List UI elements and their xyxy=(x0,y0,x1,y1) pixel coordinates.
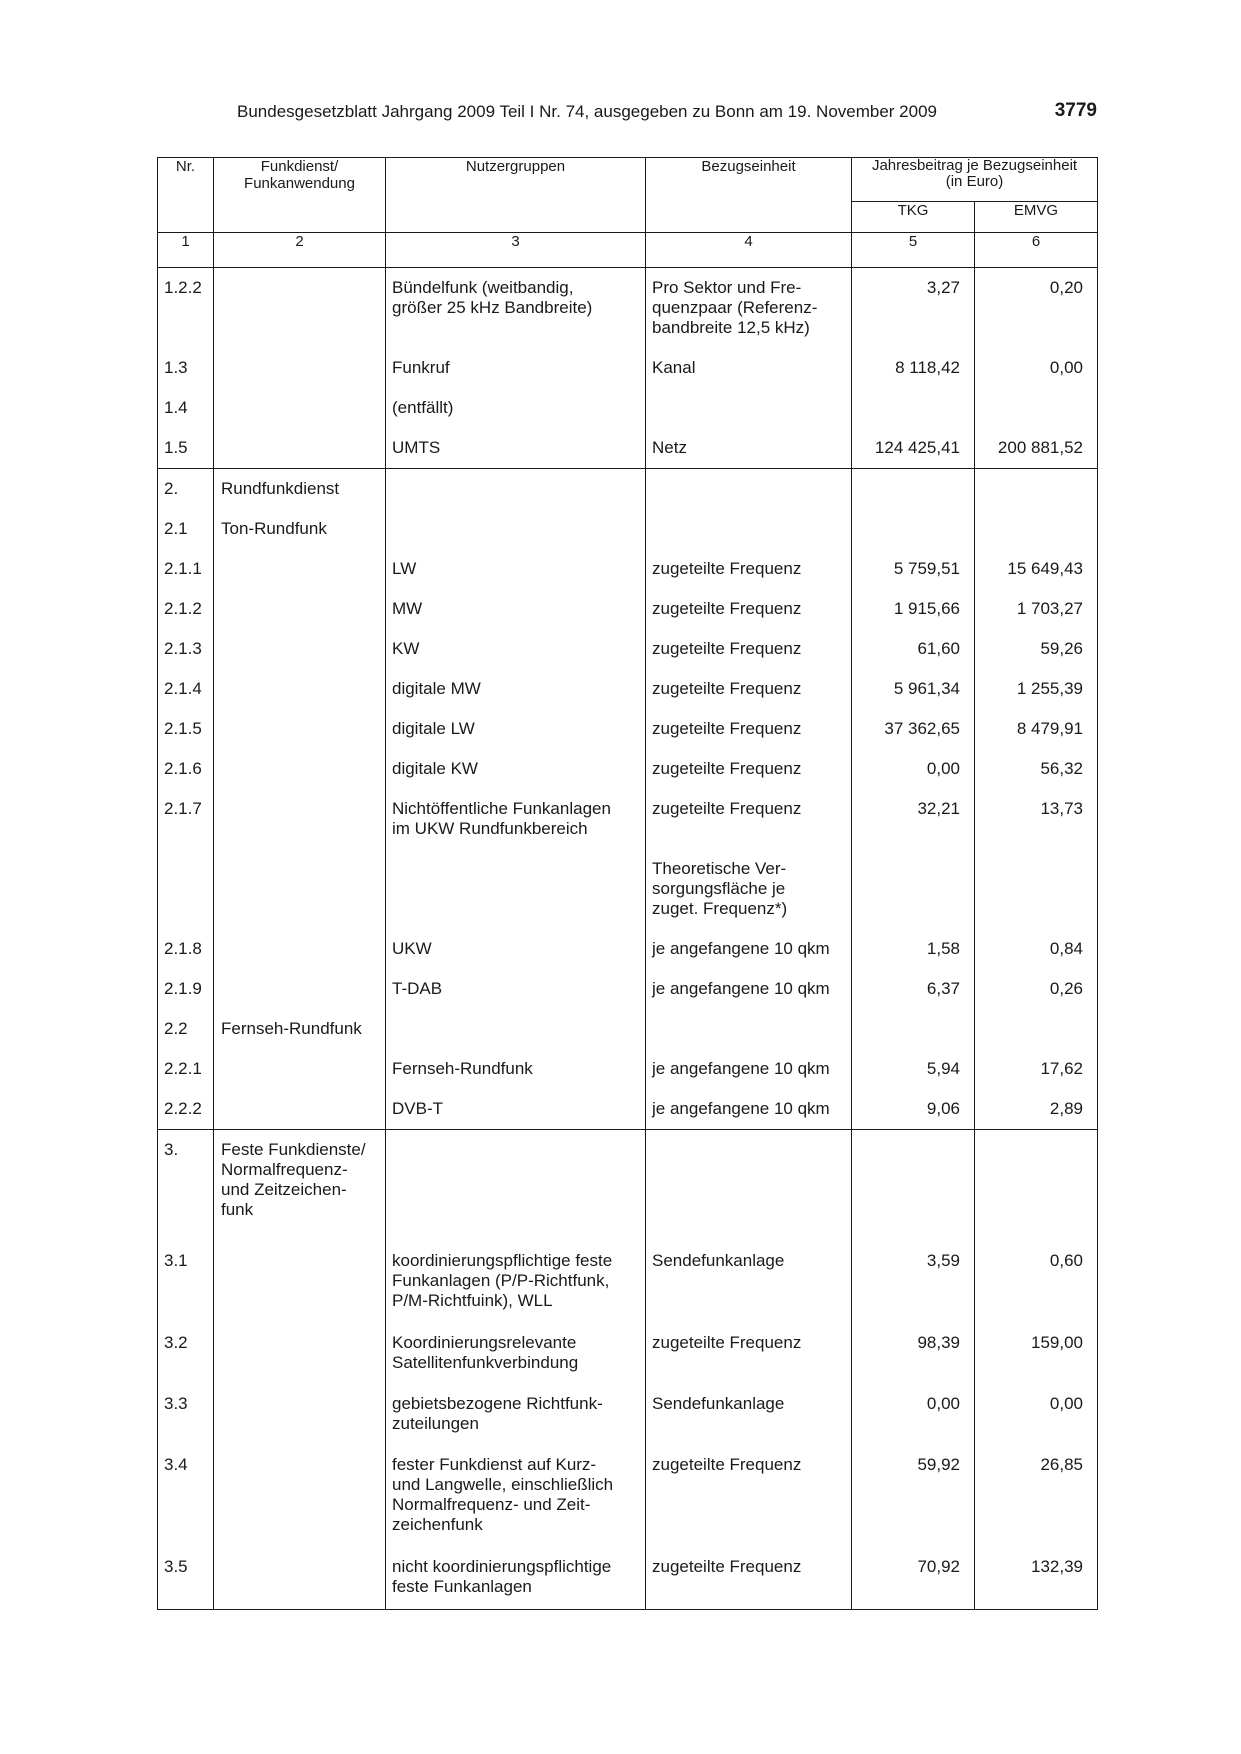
nutzergruppe-cell: MW xyxy=(392,599,423,618)
tkg-value xyxy=(852,849,960,869)
funkdienst-cell: Fernseh-Rundfunk xyxy=(221,1019,362,1038)
nutzergruppe-cell xyxy=(392,849,645,869)
table-row xyxy=(158,1049,1098,1089)
bezugseinheit-cell: zugeteilte Frequenz xyxy=(652,599,802,618)
emvg-value: 8 479,91 xyxy=(1016,719,1084,738)
bezugseinheit-cell: Netz xyxy=(652,438,687,457)
bezugseinheit-cell: zugeteilte Frequenz xyxy=(652,679,802,698)
row-number: 2.1.6 xyxy=(164,759,202,778)
emvg-value: 0,60 xyxy=(1049,1250,1084,1270)
table-row xyxy=(158,1384,1098,1445)
funkdienst-cell xyxy=(221,268,385,288)
table-section xyxy=(158,469,1098,1130)
nutzergruppe-cell: Fernseh-Rundfunk xyxy=(392,1059,533,1078)
funkdienst-cell xyxy=(221,1445,385,1465)
table-section xyxy=(158,1130,1098,1610)
tkg-value xyxy=(852,388,960,408)
tkg-value xyxy=(852,1130,960,1150)
tkg-value: 70,92 xyxy=(917,1556,960,1576)
column-number: 4 xyxy=(646,233,852,268)
funkdienst-cell xyxy=(221,789,385,809)
col-header-bezugseinheit: Bezugseinheit xyxy=(646,158,852,233)
nutzergruppe-cell: koordinierungspflichtige feste Funkanlagen (P/P-Richtfunk, P/M-Richtfuink), WLL xyxy=(392,1250,613,1310)
tkg-value: 5,94 xyxy=(926,1059,960,1078)
column-number: 1 xyxy=(158,233,214,268)
row-number: 2.2 xyxy=(164,1019,188,1038)
table-row xyxy=(158,428,1098,469)
table-row xyxy=(158,1089,1098,1130)
bezugseinheit-cell: Theoretische Ver- sorgungsfläche je zuget. Frequenz*) xyxy=(652,859,788,918)
table-row xyxy=(158,849,1098,929)
bezugseinheit-cell: zugeteilte Frequenz xyxy=(652,719,802,738)
row-number: 3.3 xyxy=(164,1393,188,1413)
col-header-jahresbeitrag: Jahresbeitrag je Bezugseinheit (in Euro) xyxy=(852,158,1098,202)
emvg-value xyxy=(975,1130,1083,1150)
bezugseinheit-cell: Pro Sektor und Fre- quenzpaar (Referenz- bandbreite 12,5 kHz) xyxy=(652,278,818,337)
bezugseinheit-cell: zugeteilte Frequenz xyxy=(652,1332,802,1352)
emvg-value: 2,89 xyxy=(1049,1099,1084,1118)
row-number: 2.1.1 xyxy=(164,559,202,578)
table-row xyxy=(158,749,1098,789)
row-number: 2.1.4 xyxy=(164,679,202,698)
row-number: 1.4 xyxy=(164,398,188,417)
col-header-nr: Nr. xyxy=(158,158,214,233)
funkdienst-cell xyxy=(221,549,385,569)
emvg-value: 13,73 xyxy=(1040,799,1084,818)
emvg-value: 1 703,27 xyxy=(1016,599,1084,618)
emvg-value: 59,26 xyxy=(1040,639,1084,658)
table-row xyxy=(158,629,1098,669)
col-header-tkg: TKG xyxy=(852,202,975,233)
tkg-value xyxy=(852,509,960,529)
nutzergruppe-cell: T-DAB xyxy=(392,979,443,998)
nutzergruppe-cell: UKW xyxy=(392,939,432,958)
row-number: 2.1.9 xyxy=(164,979,202,998)
tkg-value: 32,21 xyxy=(917,799,960,818)
nutzergruppe-cell: nicht koordinierungspflichtige feste Funkanlagen xyxy=(392,1556,612,1596)
funkdienst-cell: Rundfunkdienst xyxy=(221,479,340,498)
funkdienst-cell xyxy=(221,969,385,989)
tkg-value: 8 118,42 xyxy=(895,358,960,377)
funkdienst-cell xyxy=(221,1241,385,1261)
nutzergruppe-cell: LW xyxy=(392,559,417,578)
emvg-value: 15 649,43 xyxy=(1007,559,1084,578)
nutzergruppe-cell: (entfällt) xyxy=(392,398,454,417)
col-header-emvg: EMVG xyxy=(975,202,1098,233)
table-row xyxy=(158,1445,1098,1547)
row-number: 1.2.2 xyxy=(164,278,202,297)
tkg-value xyxy=(852,1009,960,1029)
nutzergruppe-cell: digitale LW xyxy=(392,719,475,738)
bezugseinheit-cell: Sendefunkanlage xyxy=(652,1250,785,1270)
nutzergruppe-cell: Bündelfunk (weitbandig, größer 25 kHz Bandbreite) xyxy=(392,278,593,317)
funkdienst-cell xyxy=(221,669,385,689)
row-number: 3. xyxy=(164,1140,179,1159)
table-row xyxy=(158,929,1098,969)
bezugseinheit-cell: zugeteilte Frequenz xyxy=(652,759,802,778)
row-number: 2.1.3 xyxy=(164,639,202,658)
col-header-funkdienst: Funkdienst/ Funkanwendung xyxy=(214,158,386,233)
funkdienst-cell xyxy=(221,849,385,869)
row-number: 1.5 xyxy=(164,438,188,457)
funkdienst-cell xyxy=(221,1547,385,1567)
funkdienst-cell xyxy=(221,1089,385,1109)
tkg-value: 59,92 xyxy=(917,1454,960,1474)
table-row xyxy=(158,469,1098,510)
nutzergruppe-cell: Koordinierungsrelevante Satellitenfunkverbindung xyxy=(392,1332,579,1372)
row-number: 3.4 xyxy=(164,1454,188,1474)
row-number: 3.5 xyxy=(164,1556,188,1576)
nutzergruppe-cell: fester Funkdienst auf Kurz- und Langwelle, einschließlich Normalfrequenz- und Zeit- zeichenfunk xyxy=(392,1454,614,1534)
nutzergruppe-cell xyxy=(392,1130,645,1150)
emvg-value: 159,00 xyxy=(1031,1332,1084,1352)
emvg-value: 0,26 xyxy=(1049,979,1084,998)
funkdienst-cell xyxy=(221,348,385,368)
table-row xyxy=(158,709,1098,749)
bezugseinheit-cell: zugeteilte Frequenz xyxy=(652,559,802,578)
bezugseinheit-cell: Kanal xyxy=(652,358,696,377)
emvg-value: 0,20 xyxy=(1049,278,1084,297)
header-title: Bundesgesetzblatt Jahrgang 2009 Teil I Nr. 74, ausgegeben zu Bonn am 19. November 2009 xyxy=(237,102,937,121)
table-row xyxy=(158,669,1098,709)
table-row xyxy=(158,348,1098,388)
tkg-value: 6,37 xyxy=(926,979,960,998)
tkg-value: 5 759,51 xyxy=(893,559,960,578)
tkg-value: 3,27 xyxy=(926,278,960,297)
nutzergruppe-cell xyxy=(392,509,645,529)
tkg-value xyxy=(852,469,960,489)
table-row xyxy=(158,789,1098,849)
row-number: 2.1.7 xyxy=(164,799,202,818)
emvg-value: 1 255,39 xyxy=(1016,679,1084,698)
emvg-value: 0,00 xyxy=(1049,358,1084,377)
row-number: 2. xyxy=(164,479,179,498)
bezugseinheit-cell: je angefangene 10 qkm xyxy=(652,1099,830,1118)
nutzergruppe-cell xyxy=(392,1009,645,1029)
bezugseinheit-cell: zugeteilte Frequenz xyxy=(652,1556,802,1576)
nutzergruppe-cell: DVB-T xyxy=(392,1099,443,1118)
nutzergruppe-cell: digitale MW xyxy=(392,679,481,698)
funkdienst-cell xyxy=(221,428,385,448)
fee-table xyxy=(157,157,1098,1610)
tkg-value: 5 961,34 xyxy=(893,679,960,698)
funkdienst-cell xyxy=(221,749,385,769)
row-number: 2.1.5 xyxy=(164,719,202,738)
tkg-value: 9,06 xyxy=(926,1099,960,1118)
column-number: 5 xyxy=(852,233,975,268)
emvg-value: 0,00 xyxy=(1049,1393,1084,1413)
table-row xyxy=(158,1241,1098,1323)
bezugseinheit-cell xyxy=(652,388,851,408)
bezugseinheit-cell: zugeteilte Frequenz xyxy=(652,1454,802,1474)
funkdienst-cell xyxy=(221,589,385,609)
emvg-value: 0,84 xyxy=(1049,939,1084,958)
bezugseinheit-cell: je angefangene 10 qkm xyxy=(652,1059,830,1078)
page-number: 3779 xyxy=(1054,100,1097,121)
row-number: 3.2 xyxy=(164,1332,188,1352)
emvg-value: 132,39 xyxy=(1031,1556,1084,1576)
funkdienst-cell xyxy=(221,388,385,408)
emvg-value: 56,32 xyxy=(1040,759,1084,778)
funkdienst-cell xyxy=(221,629,385,649)
table-row xyxy=(158,589,1098,629)
row-number: 2.2.1 xyxy=(164,1059,202,1078)
table-row xyxy=(158,509,1098,549)
emvg-value: 17,62 xyxy=(1040,1059,1084,1078)
bezugseinheit-cell: Sendefunkanlage xyxy=(652,1393,785,1413)
nutzergruppe-cell: Funkruf xyxy=(392,358,450,377)
table-row xyxy=(158,1323,1098,1384)
nutzergruppe-cell: digitale KW xyxy=(392,759,478,778)
row-number: 2.2.2 xyxy=(164,1099,202,1118)
tkg-value: 3,59 xyxy=(926,1250,960,1270)
column-number: 3 xyxy=(386,233,646,268)
nutzergruppe-cell: KW xyxy=(392,639,420,658)
row-number xyxy=(164,849,213,869)
bezugseinheit-cell xyxy=(652,509,851,529)
row-number: 3.1 xyxy=(164,1250,188,1270)
table-row xyxy=(158,1009,1098,1049)
nutzergruppe-cell: gebietsbezogene Richtfunk- zuteilungen xyxy=(392,1393,603,1433)
emvg-value: 26,85 xyxy=(1040,1454,1084,1474)
emvg-value xyxy=(975,388,1083,408)
emvg-value xyxy=(975,469,1083,489)
nutzergruppe-cell: UMTS xyxy=(392,438,441,457)
tkg-value: 98,39 xyxy=(917,1332,960,1352)
table-section xyxy=(158,268,1098,469)
funkdienst-cell xyxy=(221,1049,385,1069)
column-number: 6 xyxy=(975,233,1098,268)
bezugseinheit-cell: je angefangene 10 qkm xyxy=(652,939,830,958)
tkg-value: 124 425,41 xyxy=(874,438,960,457)
funkdienst-cell: Feste Funkdienste/ Normalfrequenz- und Zeitzeichen- funk xyxy=(221,1140,366,1219)
tkg-value: 1 915,66 xyxy=(893,599,960,618)
tkg-value: 37 362,65 xyxy=(884,719,960,738)
bezugseinheit-cell: zugeteilte Frequenz xyxy=(652,799,802,818)
column-number: 2 xyxy=(214,233,386,268)
table-row xyxy=(158,388,1098,428)
row-number: 2.1.2 xyxy=(164,599,202,618)
table-row xyxy=(158,268,1098,349)
bezugseinheit-cell: je angefangene 10 qkm xyxy=(652,979,830,998)
emvg-value xyxy=(975,849,1083,869)
funkdienst-cell xyxy=(221,709,385,729)
table-row xyxy=(158,1130,1098,1241)
row-number: 2.1 xyxy=(164,519,188,538)
emvg-value xyxy=(975,1009,1083,1029)
page-header xyxy=(157,100,1097,126)
funkdienst-cell xyxy=(221,1323,385,1343)
nutzergruppe-cell: Nichtöffentliche Funkanlagen im UKW Rundfunkbereich xyxy=(392,799,611,838)
tkg-value: 0,00 xyxy=(926,759,960,778)
bezugseinheit-cell xyxy=(652,1130,851,1150)
row-number: 2.1.8 xyxy=(164,939,202,958)
table-row xyxy=(158,1547,1098,1610)
row-number: 1.3 xyxy=(164,358,188,377)
funkdienst-cell xyxy=(221,929,385,949)
tkg-value: 61,60 xyxy=(917,639,960,658)
bezugseinheit-cell xyxy=(652,469,851,489)
emvg-value xyxy=(975,509,1083,529)
funkdienst-cell xyxy=(221,1384,385,1404)
tkg-value: 0,00 xyxy=(926,1393,960,1413)
tkg-value: 1,58 xyxy=(926,939,960,958)
bezugseinheit-cell xyxy=(652,1009,851,1029)
table-row xyxy=(158,549,1098,589)
col-header-nutzergruppen: Nutzergruppen xyxy=(386,158,646,233)
column-number-row xyxy=(158,233,1098,268)
emvg-value: 200 881,52 xyxy=(997,438,1084,457)
bezugseinheit-cell: zugeteilte Frequenz xyxy=(652,639,802,658)
table-row xyxy=(158,969,1098,1009)
nutzergruppe-cell xyxy=(392,469,645,489)
funkdienst-cell: Ton-Rundfunk xyxy=(221,519,327,538)
